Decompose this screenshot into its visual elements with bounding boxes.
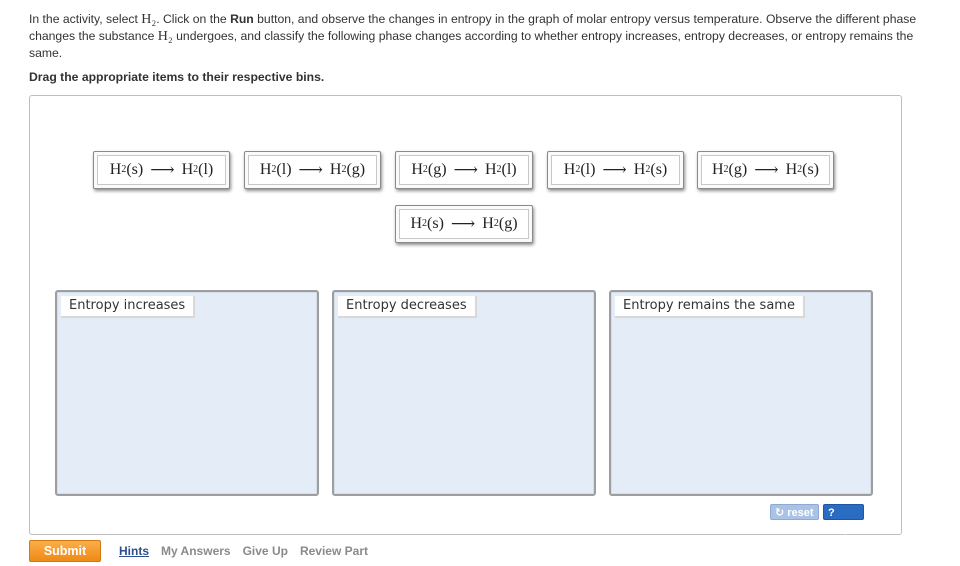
instructions-text-3: button, and observe the changes in entropy in the graph of molar entropy versus temperature. Observe the different phase changes the substance: [29, 12, 917, 43]
bin-label: Entropy remains the same: [615, 296, 805, 318]
chip-gas-to-liquid[interactable]: [395, 151, 533, 189]
bin-label: Entropy increases: [61, 296, 195, 318]
run-keyword: Run: [230, 12, 254, 26]
chip-content: H 2 (g) ⟶ H 2 (s): [701, 155, 830, 185]
reset-icon: ↻: [775, 507, 785, 519]
chip-right-state: (l): [198, 161, 214, 178]
instructions-text-4: undergoes, and classify the following phase changes according to whether entropy increases, entropy decreases, or entropy remains the same.: [29, 29, 914, 60]
chip-right-state: (l): [501, 161, 517, 178]
arrow-icon: ⟶: [450, 214, 476, 233]
footer-bar: [29, 540, 368, 562]
chip-content: H 2 (l) ⟶ H 2 (s): [551, 155, 680, 185]
review-part-link[interactable]: Review Part: [299, 544, 368, 558]
bin-entropy-same[interactable]: [609, 290, 873, 496]
chip-left-symbol: H: [411, 161, 423, 178]
chip-right-symbol: H: [482, 215, 494, 232]
chip-left-symbol: H: [410, 215, 423, 232]
chip-left-symbol: H: [563, 161, 576, 178]
chip-right-symbol: H: [785, 161, 798, 178]
give-up-link[interactable]: Give Up: [242, 544, 288, 558]
instructions-text-1: In the activity, select: [29, 12, 142, 26]
my-answers-link[interactable]: My Answers: [161, 544, 231, 558]
chip-left-state: (l): [276, 161, 292, 178]
arrow-icon: ⟶: [453, 160, 478, 179]
chip-solid-to-liquid[interactable]: [93, 151, 230, 189]
bin-entropy-increases[interactable]: [55, 290, 319, 496]
submit-button[interactable]: Submit: [29, 540, 101, 562]
chip-gas-to-solid[interactable]: [697, 151, 834, 189]
help-icon: ?: [828, 507, 835, 519]
chem-formula: H₂: [141, 12, 157, 27]
chip-left-state: (l): [580, 161, 596, 178]
chip-left-symbol: H: [711, 161, 724, 178]
arrow-icon: ⟶: [602, 160, 627, 179]
chip-right-symbol: H: [329, 161, 342, 178]
instructions: [29, 11, 949, 61]
chip-liquid-to-gas[interactable]: [244, 151, 381, 189]
bin-label: Entropy decreases: [338, 296, 477, 318]
chip-left-state: (g): [728, 161, 748, 178]
chip-right-symbol: H: [484, 161, 497, 178]
chip-left-symbol: H: [259, 161, 272, 178]
help-button[interactable]: [823, 504, 864, 535]
chip-solid-to-gas[interactable]: [395, 205, 533, 243]
chip-left-symbol: H: [109, 161, 122, 178]
chip-left-state: (g): [427, 161, 447, 178]
instructions-text-2: . Click on the: [156, 12, 231, 26]
chip-left-state: (s): [126, 161, 144, 178]
chip-content: H 2 (l) ⟶ H 2 (g): [248, 155, 377, 185]
arrow-icon: ⟶: [754, 160, 779, 179]
drag-instruction: Drag the appropriate items to their respective bins.: [29, 70, 325, 84]
chip-content: H 2 (g) ⟶ H 2 (l): [399, 155, 529, 185]
arrow-icon: ⟶: [298, 160, 323, 179]
chip-content: H 2 (s) ⟶ H 2 (g): [399, 209, 529, 239]
chem-formula-2: H₂: [157, 29, 173, 44]
reset-label: reset: [787, 507, 814, 519]
arrow-icon: ⟶: [150, 160, 175, 179]
chip-liquid-to-solid[interactable]: [547, 151, 684, 189]
chip-right-state: (s): [650, 161, 668, 178]
bin-entropy-decreases[interactable]: [332, 290, 596, 496]
chip-right-symbol: H: [181, 161, 194, 178]
hints-link[interactable]: Hints: [119, 544, 149, 558]
reset-button[interactable]: [770, 504, 819, 520]
chip-right-state: (s): [802, 161, 820, 178]
help-label: help: [828, 523, 851, 535]
chip-right-state: (g): [346, 161, 366, 178]
chip-right-symbol: H: [633, 161, 646, 178]
chip-left-state: (s): [427, 215, 444, 232]
chip-right-state: (g): [498, 215, 518, 232]
activity-area: [29, 95, 902, 535]
chip-content: H 2 (s) ⟶ H 2 (l): [97, 155, 226, 185]
